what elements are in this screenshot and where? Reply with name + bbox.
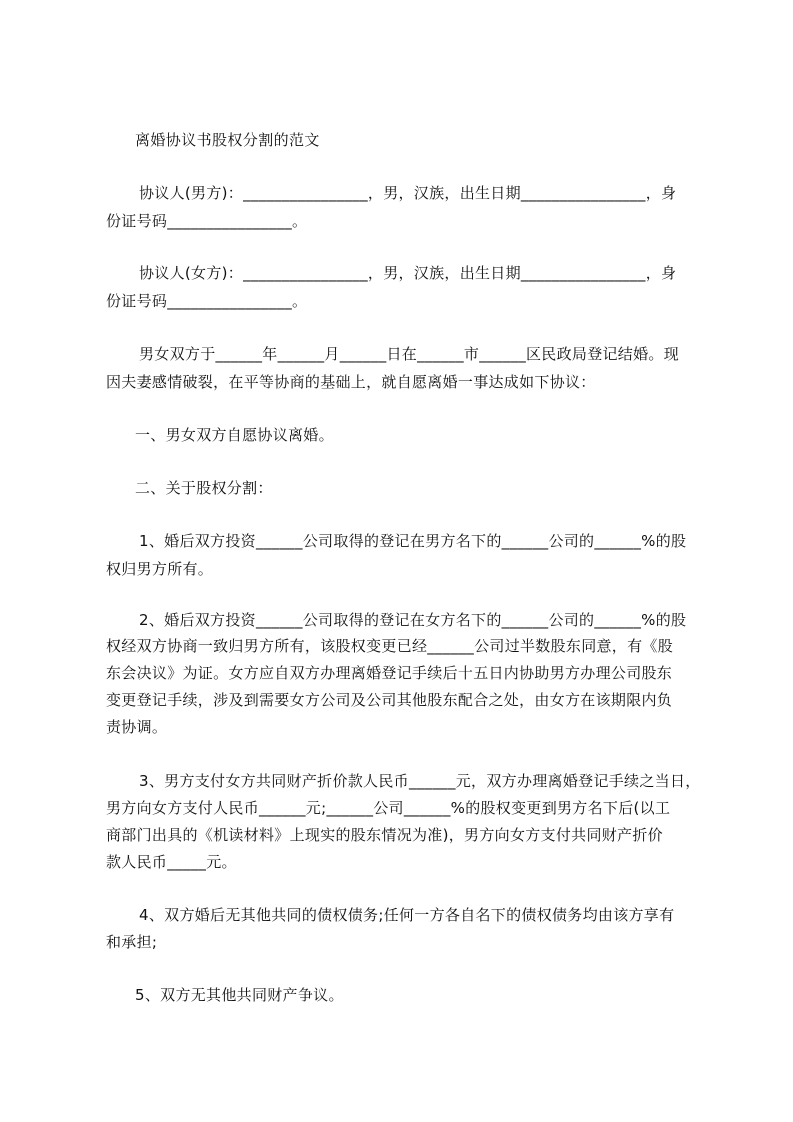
item-four-line-2: 和承担; <box>106 933 158 951</box>
paragraph-male-party-line-1: 协议人(男方)：________________，男，汉族，出生日期________________，身 <box>139 184 677 202</box>
paragraph-male-party-line-2: 份证号码________________。 <box>106 212 308 230</box>
paragraph-marriage-line-1: 男女双方于______年______月______日在______市______区民政局登记结婚。现 <box>139 345 680 363</box>
item-one-line-1: 1、婚后双方投资______公司取得的登记在男方名下的______公司的______%的股 <box>139 532 687 550</box>
item-three-line-4: 款人民币_____元。 <box>106 853 237 871</box>
item-three-line-1: 3、男方支付女方共同财产折价款人民币______元，双方办理离婚登记手续之当日， <box>139 772 701 790</box>
item-four-line-1: 4、双方婚后无其他共同的债权债务;任何一方各自名下的债权债务均由该方享有 <box>139 906 675 924</box>
item-three-line-3: 商部门出具的《机读材料》上现实的股东情况为准)，男方向女方支付共同财产折价 <box>106 826 663 844</box>
item-two-line-1: 2、婚后双方投资______公司取得的登记在女方名下的______公司的______%的股 <box>139 611 687 629</box>
paragraph-female-party-line-2: 份证号码________________。 <box>106 292 308 310</box>
item-two-line-3: 东会决议》为证。女方应自双方办理离婚登记手续后十五日内协助男方办理公司股东 <box>106 664 673 682</box>
document-title: 离婚协议书股权分割的范文 <box>135 131 320 149</box>
item-two-line-4: 变更登记手续，涉及到需要女方公司及公司其他股东配合之处，由女方在该期限内负 <box>106 691 673 709</box>
paragraph-female-party-line-1: 协议人(女方)：________________，男，汉族，出生日期________________，身 <box>139 264 677 282</box>
paragraph-marriage-line-2: 因夫妻感情破裂，在平等协商的基础上，就自愿离婚一事达成如下协议： <box>106 373 596 391</box>
item-two-line-5: 责协调。 <box>106 718 168 736</box>
item-one-line-2: 权归男方所有。 <box>106 560 214 578</box>
item-five: 5、双方无其他共同财产争议。 <box>135 986 344 1004</box>
item-three-line-2: 男方向女方支付人民币______元;______公司______%的股权变更到男方名下后(以工 <box>106 799 671 817</box>
clause-one: 一、男女双方自愿协议离婚。 <box>135 426 334 444</box>
clause-two-heading: 二、关于股权分割： <box>135 479 273 497</box>
item-two-line-2: 权经双方协商一致归男方所有，该股权变更已经______公司过半数股东同意，有《股 <box>106 637 674 655</box>
